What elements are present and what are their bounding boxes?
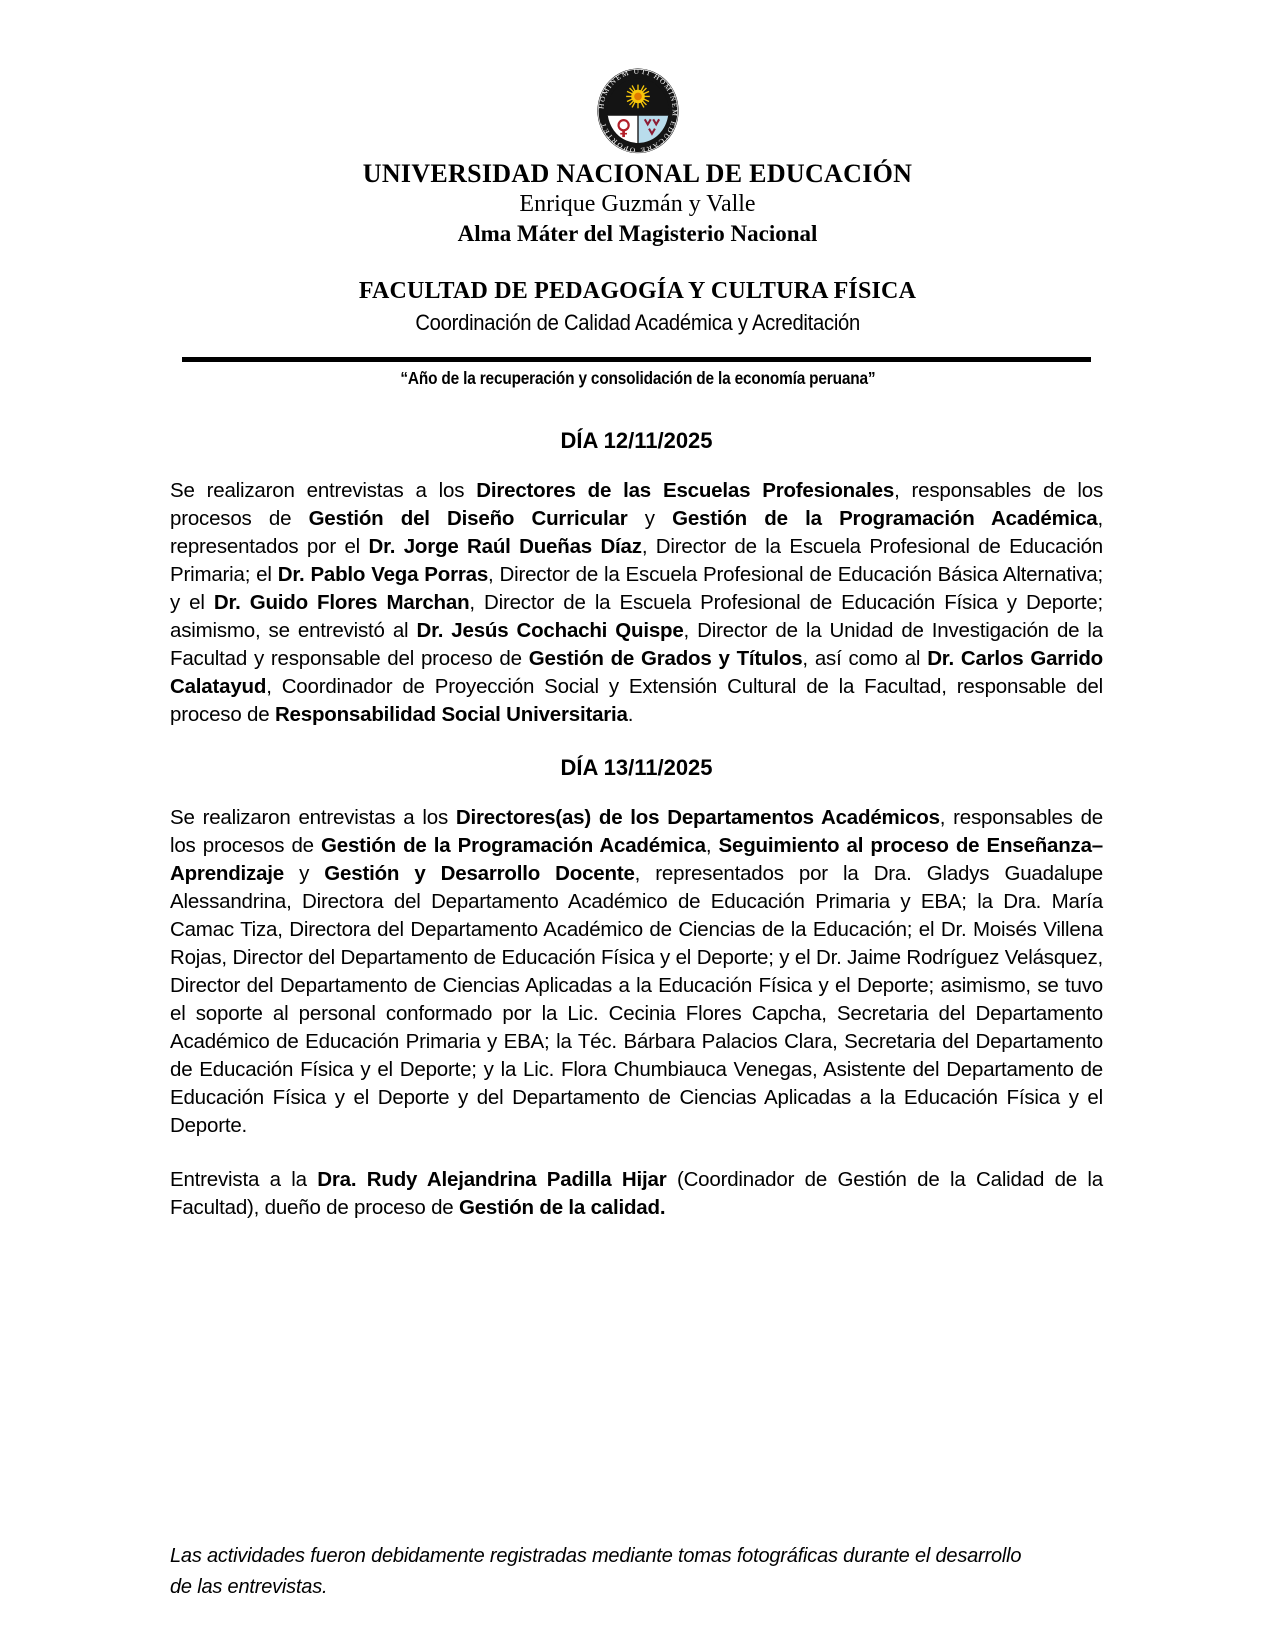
paragraph-quality-coordinator-interview: Entrevista a la Dra. Rudy Alejandrina Padilla Hijar (Coordinador de Gestión de la Calidad de la Facultad), dueño de proceso de Gestión de la calidad. bbox=[170, 1168, 1103, 1219]
document-header bbox=[0, 66, 1275, 336]
paragraph-day1-interviews: Se realizaron entrevistas a los Directores de las Escuelas Profesionales, responsables de los procesos de Gestión del Diseño Curricular y Gestión de la Programación Académica, representados por el Dr. Jorge Raúl Dueñas Díaz, Director de la Escuela Profesional de Educación Primaria; el Dr. Pablo Vega Porras, Director de la Escuela Profesional de Educación Básica Alternativa; y el Dr. Guido Flores Marchan, Director de la Escuela Profesional de Educación Física y Deporte; asimismo, se entrevistó al Dr. Jesús Cochachi Quispe, Director de la Unidad de Investigación de la Facultad y responsable del proceso de Gestión de Grados y Títulos, así como al Dr. Carlos Garrido Calatayud, Coordinador de Proyección Social y Extensión Cultural de la Facultad, responsable del proceso de Responsabilidad Social Universitaria. bbox=[170, 479, 1104, 726]
footer-photographic-note: Las actividades fueron debidamente registradas mediante tomas fotográficas durante el desarrollo de las entrevistas. bbox=[170, 1545, 1022, 1598]
university-founder-name: Enrique Guzmán y Valle bbox=[519, 191, 756, 217]
university-crest-icon bbox=[594, 66, 682, 154]
sun-icon bbox=[626, 85, 650, 109]
day-heading-1: DÍA 12/11/2025 bbox=[560, 428, 713, 453]
faculty-name: FACULTAD DE PEDAGOGÍA Y CULTURA FÍSICA bbox=[358, 278, 917, 304]
crest-ring-motto: HOMINEM UTI HOMINEM EDUCARE OPORTET bbox=[597, 68, 678, 154]
coordination-office: Coordinación de Calidad Académica y Acreditación bbox=[415, 310, 860, 335]
official-year-quote: “Año de la recuperación y consolidación de la economía peruana” bbox=[399, 368, 876, 388]
university-name: UNIVERSIDAD NACIONAL DE EDUCACIÓN bbox=[362, 159, 913, 188]
header-divider-rule bbox=[182, 357, 1091, 362]
day-heading-2: DÍA 13/11/2025 bbox=[560, 755, 713, 780]
document-body bbox=[170, 428, 1103, 1248]
university-motto: Alma Máter del Magisterio Nacional bbox=[457, 221, 818, 246]
paragraph-day2-interviews: Se realizaron entrevistas a los Directores(as) de los Departamentos Académicos, responsables de los procesos de Gestión de la Programación Académica, Seguimiento al proceso de Enseñanza–Aprendizaje y Gestión y Desarrollo Docente, representados por la Dra. Gladys Guadalupe Alessandrina, Directora del Departamento Académico de Educación Primaria y EBA; la Dra. María Camac Tiza, Directora del Departamento Académico de Ciencias de la Educación; el Dr. Moisés Villena Rojas, Director del Departamento de Educación Física y el Deporte; y el Dr. Jaime Rodríguez Velásquez, Director del Departamento de Ciencias Aplicadas a la Educación Física y el Deporte; asimismo, se tuvo el soporte al personal conformado por la Lic. Cecinia Flores Capcha, Secretaria del Departamento Académico de Educación Primaria y EBA; la Téc. Bárbara Palacios Clara, Secretaria del Departamento de Educación Física y el Deporte; y la Lic. Flora Chumbiauca Venegas, Asistente del Departamento de Educación Física y el Deporte y del Departamento de Ciencias Aplicadas a la Educación Física y el Deporte. bbox=[170, 806, 1104, 1137]
